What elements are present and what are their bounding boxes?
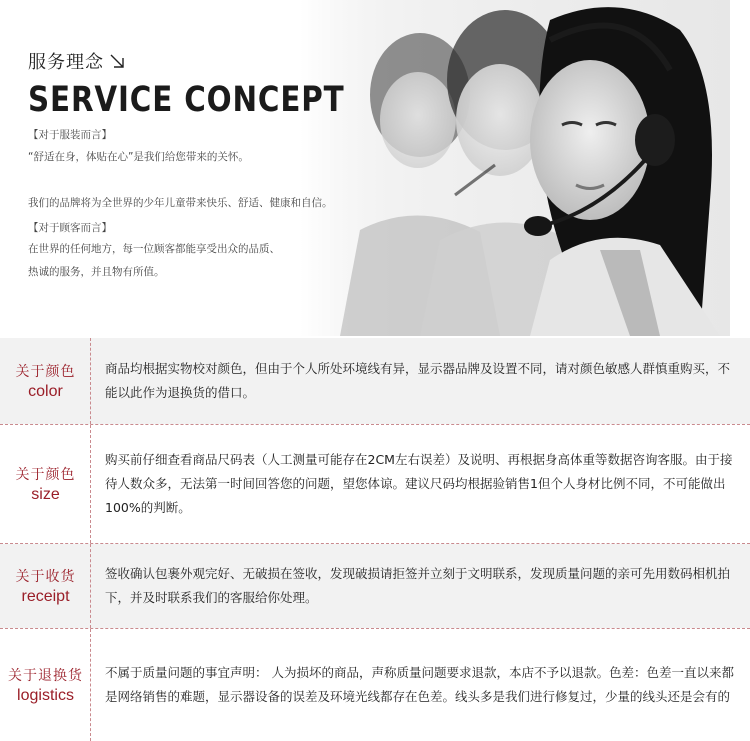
policy-label-en: size xyxy=(31,486,60,503)
policy-list xyxy=(0,338,750,741)
policy-label-en: receipt xyxy=(21,588,70,605)
policy-label-en: color xyxy=(28,383,63,400)
policy-label xyxy=(0,544,91,628)
policy-label xyxy=(0,338,91,424)
arrow-down-right-icon xyxy=(108,52,126,70)
hero-title-cn: 服务理念 xyxy=(28,48,368,74)
hero-text-block xyxy=(28,48,368,278)
policy-text: 购买前仔细查看商品尺码表（人工测量可能存在2CM左右误差）及说明、再根据身高体重等数据咨询客服。由于接待人数众多，无法第一时间回答您的问题，望您体谅。建议尺码均根据验销售1但个人身材比例不同，不可能做出100%的判断。 xyxy=(105,452,733,515)
hero-title-en: SERVICE CONCEPT xyxy=(28,80,345,120)
hero-line: 热诚的服务，并且物有所值。 xyxy=(28,266,165,278)
hero-line: 我们的品牌将为全世界的少年儿童带来快乐、舒适、健康和自信。 xyxy=(28,197,333,209)
hero-line: 【对于服装而言】 xyxy=(28,129,112,141)
hero-line: “舒适在身，体贴在心”是我们给您带来的关怀。 xyxy=(28,151,249,163)
hero-line: 【对于顾客而言】 xyxy=(28,222,112,234)
policy-row-color xyxy=(0,338,750,424)
policy-text: 签收确认包裹外观完好、无破损在签收，发现破损请拒签并立刻于文明联系，发现质量问题的亲可先用数码相机拍下，并及时联系我们的客服给你处理。 xyxy=(105,566,731,605)
hero-line: 在世界的任何地方，每一位顾客都能享受出众的品质、 xyxy=(28,243,280,255)
service-concept-banner xyxy=(0,0,750,336)
policy-label-en: logistics xyxy=(17,687,74,704)
policy-text: 商品均根据实物校对颜色，但由于个人所处环境线有异，显示器品牌及设置不同，请对颜色敏感人群慎重购买，不能以此作为退换货的借口。 xyxy=(105,361,731,400)
policy-label-cn: 关于退换货 xyxy=(8,668,83,684)
policy-text: 不属于质量问题的事宜声明： 人为损坏的商品，声称质量问题要求退款，本店不予以退款。色差：色差一直以来都是网络销售的难题，显示器设备的误差及环境光线都存在色差。线头多是我们进行修复过，少量的线头还是会有的 xyxy=(105,665,734,704)
policy-label xyxy=(0,425,91,543)
policy-label-cn: 关于收货 xyxy=(15,569,76,585)
policy-row-size xyxy=(0,425,750,543)
policy-label xyxy=(0,629,91,741)
policy-label-cn: 关于颜色 xyxy=(15,467,76,483)
policy-row-logistics xyxy=(0,629,750,741)
policy-row-receipt xyxy=(0,544,750,628)
policy-label-cn: 关于颜色 xyxy=(15,364,76,380)
